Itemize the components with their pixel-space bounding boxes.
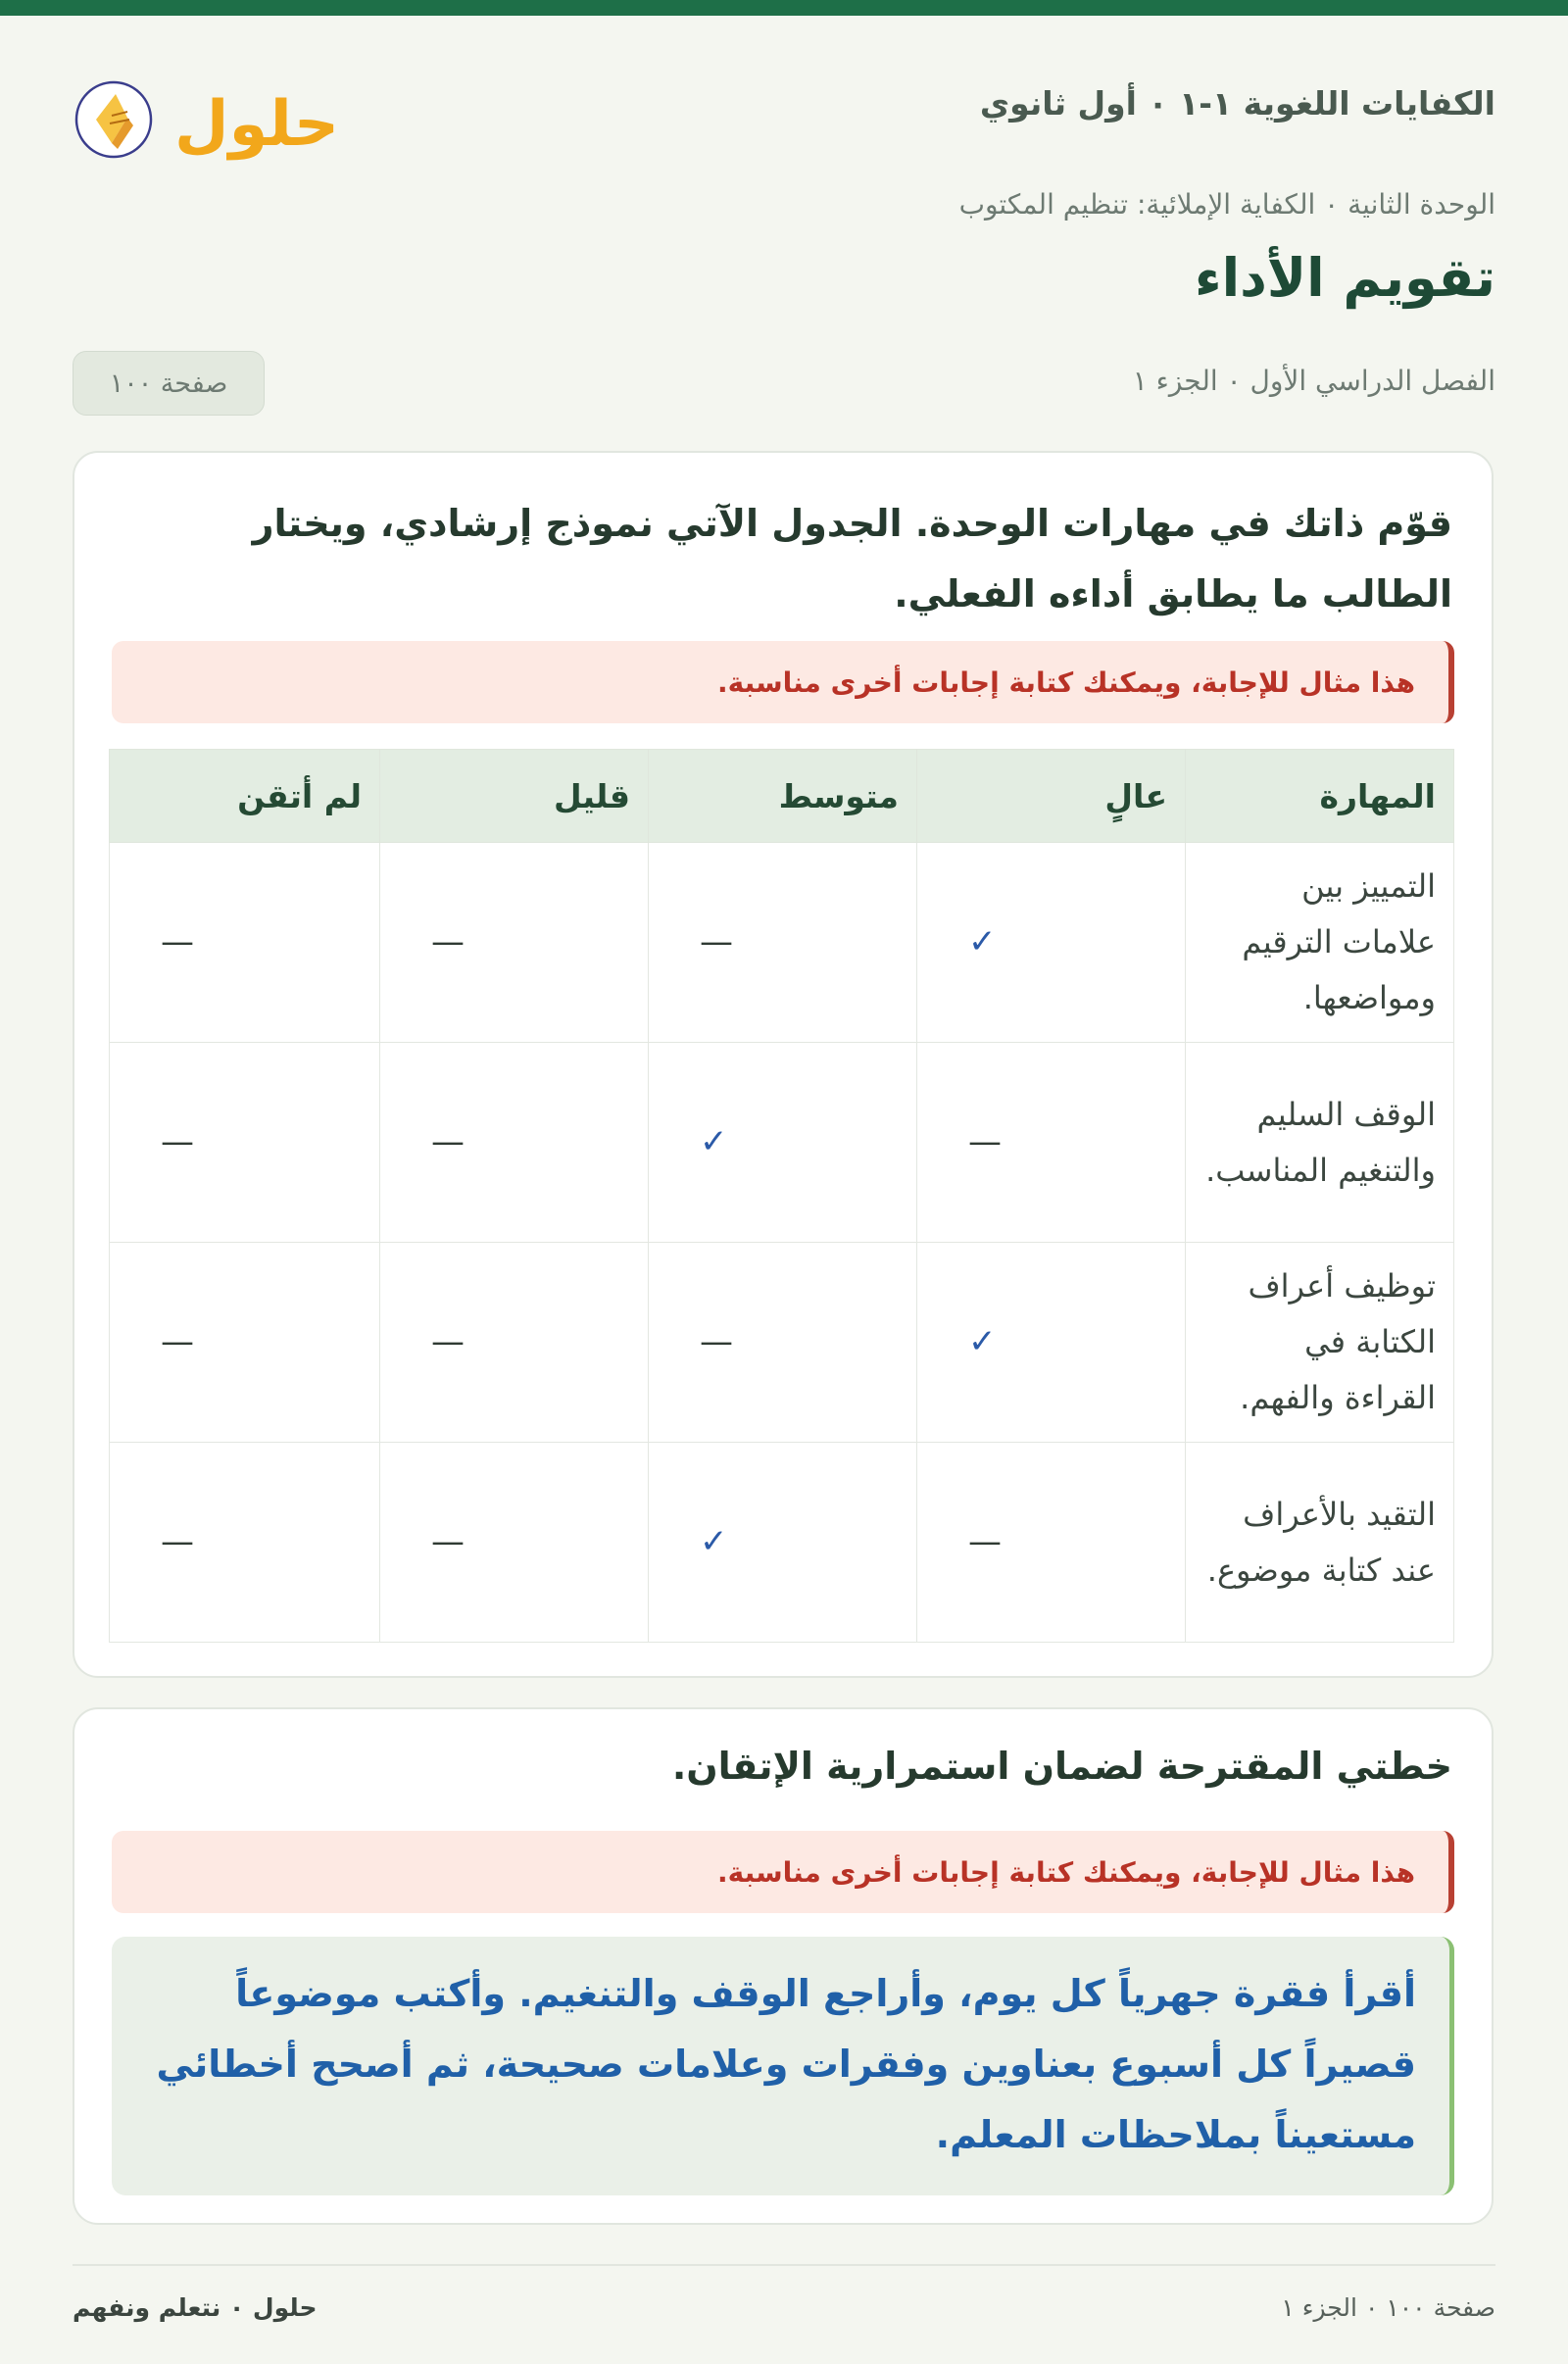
plan-card	[73, 1707, 1494, 2225]
column-header: لم أتقن	[110, 750, 380, 843]
dash-mark: —	[110, 1043, 380, 1243]
check-icon: ✓	[649, 1043, 917, 1243]
self-assessment-card	[73, 451, 1494, 1678]
dash-mark: —	[649, 1243, 917, 1443]
term-label: الفصل الدراسي الأول ٠ الجزء ١	[1132, 365, 1495, 397]
footer-brand: حلول ٠ نتعلم ونفهم	[73, 2293, 318, 2322]
column-header: متوسط	[649, 750, 917, 843]
column-header: قليل	[380, 750, 649, 843]
skill-cell: التقيد بالأعراف عند كتابة موضوع.	[1186, 1443, 1454, 1643]
skills-table	[109, 749, 1454, 1643]
halool-logo-icon[interactable]	[73, 65, 347, 163]
footer-page-info: صفحة ١٠٠ ٠ الجزء ١	[1281, 2293, 1495, 2322]
table-header-row	[110, 750, 1454, 843]
dash-mark: —	[917, 1043, 1186, 1243]
skill-cell: الوقف السليم والتنغيم المناسب.	[1186, 1043, 1454, 1243]
svg-text:حلول: حلول	[174, 88, 339, 161]
instruction-text: قوّم ذاتك في مهارات الوحدة. الجدول الآتي نموذج إرشادي، ويختار الطالب ما يطابق أداءه الفعلي.	[252, 502, 1452, 616]
dash-mark: —	[380, 843, 649, 1043]
dash-mark: —	[380, 1443, 649, 1643]
page-header	[73, 55, 1495, 163]
table-row	[110, 1443, 1454, 1643]
column-header: عالٍ	[917, 750, 1186, 843]
skill-cell: التمييز بين علامات الترقيم ومواضعها.	[1186, 843, 1454, 1043]
skill-cell: توظيف أعراف الكتابة في القراءة والفهم.	[1186, 1243, 1454, 1443]
table-row	[110, 843, 1454, 1043]
page-number-badge: صفحة ١٠٠	[73, 351, 265, 416]
plan-title: خطتي المقترحة لضمان استمرارية الإتقان.	[671, 1745, 1452, 1788]
dash-mark: —	[917, 1443, 1186, 1643]
dash-mark: —	[380, 1043, 649, 1243]
column-header: المهارة	[1186, 750, 1454, 843]
table-row	[110, 1243, 1454, 1443]
book-title: الكفايات اللغوية ١-١ ٠ أول ثانوي	[979, 84, 1495, 123]
answer-note: هذا مثال للإجابة، ويمكنك كتابة إجابات أخرى مناسبة.	[112, 641, 1454, 723]
check-icon: ✓	[649, 1443, 917, 1643]
table-row	[110, 1043, 1454, 1243]
answer-note: هذا مثال للإجابة، ويمكنك كتابة إجابات أخرى مناسبة.	[112, 1831, 1454, 1913]
footer-divider	[73, 2264, 1495, 2266]
check-icon: ✓	[917, 843, 1186, 1043]
unit-breadcrumb: الوحدة الثانية ٠ الكفاية الإملائية: تنظيم المكتوب	[958, 188, 1495, 221]
top-accent-bar	[0, 0, 1568, 16]
dash-mark: —	[649, 843, 917, 1043]
page-title: تقويم الأداء	[1195, 247, 1495, 309]
dash-mark: —	[110, 1243, 380, 1443]
plan-answer-text: أقرأ فقرة جهرياً كل يوم، وأراجع الوقف والتنغيم. وأكتب موضوعاً قصيراً كل أسبوع بعناوين وفقرات وعلامات صحيحة، ثم أصحح أخطائي مستعيناً بملاحظات المعلم.	[112, 1937, 1454, 2195]
dash-mark: —	[380, 1243, 649, 1443]
check-icon: ✓	[917, 1243, 1186, 1443]
dash-mark: —	[110, 1443, 380, 1643]
dash-mark: —	[110, 843, 380, 1043]
